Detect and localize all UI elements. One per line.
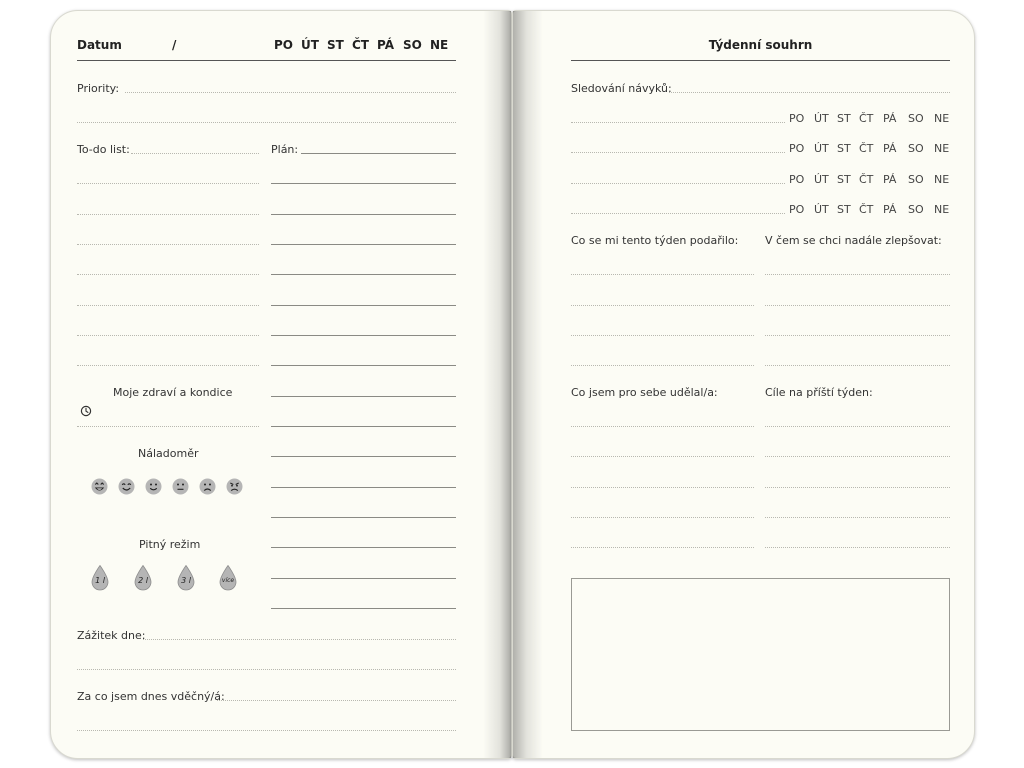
habit-days-row (789, 142, 949, 155)
plan-line[interactable] (271, 517, 456, 518)
plan-line[interactable] (271, 365, 456, 366)
plan-label: Plán: (271, 143, 299, 156)
habit-day-ut[interactable]: ÚT (814, 203, 829, 216)
goals-line[interactable] (765, 487, 950, 488)
right-page (512, 10, 975, 759)
gratitude-line[interactable] (77, 730, 456, 731)
plan-line[interactable] (271, 305, 456, 306)
self-care-line[interactable] (571, 426, 754, 427)
habit-day-ne[interactable]: NE (934, 112, 950, 125)
habit-day-po[interactable]: PO (789, 203, 805, 216)
habit-day-pa[interactable]: PÁ (883, 173, 897, 186)
todo-line[interactable] (77, 244, 259, 245)
water-drop-label: více (221, 577, 235, 584)
weekday-row (274, 38, 448, 52)
habit-day-ct[interactable]: ČT (859, 203, 874, 216)
habit-day-st[interactable]: ST (837, 203, 851, 216)
habit-day-pa[interactable]: PÁ (883, 142, 897, 155)
habit-day-st[interactable]: ST (837, 173, 851, 186)
plan-line[interactable] (271, 396, 456, 397)
gratitude-label: Za co jsem dnes vděčný/á: (77, 690, 225, 703)
goals-line[interactable] (765, 547, 950, 548)
sad-face-icon[interactable] (199, 478, 216, 495)
clock-icon (80, 405, 92, 417)
habit-day-ut[interactable]: ÚT (814, 112, 829, 125)
gratitude-line[interactable] (217, 700, 456, 701)
self-care-label: Co jsem pro sebe udělal/a: (571, 386, 718, 399)
plan-line[interactable] (271, 608, 456, 609)
habit-day-ut[interactable]: ÚT (814, 173, 829, 186)
plan-line[interactable] (271, 487, 456, 488)
habit-day-ct[interactable]: ČT (859, 112, 874, 125)
improve-line[interactable] (765, 365, 950, 366)
habit-day-so[interactable]: SO (908, 203, 924, 216)
success-line[interactable] (571, 305, 754, 306)
mood-label: Náladoměr (138, 447, 199, 460)
habit-line[interactable] (571, 183, 785, 184)
habit-day-so[interactable]: SO (908, 142, 924, 155)
spine-shadow-left (483, 11, 511, 758)
weekday-po[interactable]: PO (274, 38, 293, 52)
habit-day-st[interactable]: ST (837, 142, 851, 155)
water-label: Pitný režim (139, 538, 201, 551)
smiling-face-icon[interactable] (145, 478, 162, 495)
habit-day-ne[interactable]: NE (934, 142, 950, 155)
water-drop-label: 2 l (138, 576, 148, 585)
spine-shadow-right (513, 11, 543, 758)
priority-line[interactable] (77, 122, 456, 123)
habit-day-po[interactable]: PO (789, 142, 805, 155)
todo-line[interactable] (77, 183, 259, 184)
goals-line[interactable] (765, 426, 950, 427)
experience-line[interactable] (77, 669, 456, 670)
plan-line[interactable] (271, 578, 456, 579)
habit-line[interactable] (571, 213, 785, 214)
priority-line[interactable] (125, 92, 456, 93)
improve-line[interactable] (765, 335, 950, 336)
weekly-summary-title: Týdenní souhrn (708, 38, 813, 52)
self-care-line[interactable] (571, 487, 754, 488)
todo-line[interactable] (77, 305, 259, 306)
priority-label: Priority: (77, 82, 120, 95)
plan-line[interactable] (271, 547, 456, 548)
habit-day-so[interactable]: SO (908, 173, 924, 186)
habit-line[interactable] (571, 122, 785, 123)
date-separator: / (172, 38, 177, 52)
habit-line[interactable] (571, 152, 785, 153)
improve-line[interactable] (765, 274, 950, 275)
habit-days-row (789, 173, 949, 186)
weekday-ne[interactable]: NE (430, 38, 449, 52)
water-drop-more[interactable] (217, 564, 239, 592)
habit-day-ut[interactable]: ÚT (814, 142, 829, 155)
left-page (50, 10, 512, 759)
header-rule (77, 60, 456, 61)
todo-line[interactable] (131, 153, 259, 154)
habit-day-po[interactable]: PO (789, 173, 805, 186)
goals-label: Cíle na příští týden: (765, 386, 873, 399)
title-rule (571, 60, 950, 61)
habit-day-ct[interactable]: ČT (859, 173, 874, 186)
habit-day-po[interactable]: PO (789, 112, 805, 125)
water-drop-label: 1 l (95, 576, 105, 585)
habit-day-ct[interactable]: ČT (859, 142, 874, 155)
angry-face-icon[interactable] (226, 478, 243, 495)
habits-label: Sledování návyků: (571, 82, 672, 95)
todo-line[interactable] (77, 365, 259, 366)
todo-line[interactable] (77, 274, 259, 275)
plan-line[interactable] (271, 214, 456, 215)
weekday-ut[interactable]: ÚT (301, 38, 319, 52)
habit-day-ne[interactable]: NE (934, 173, 950, 186)
weekday-pa[interactable]: PÁ (377, 38, 394, 52)
weekday-st[interactable]: ST (327, 38, 344, 52)
habit-day-st[interactable]: ST (837, 112, 851, 125)
date-label: Datum (77, 38, 122, 52)
plan-line[interactable] (271, 274, 456, 275)
water-drop-1[interactable] (89, 564, 111, 592)
experience-line[interactable] (143, 639, 456, 640)
plan-line[interactable] (271, 335, 456, 336)
todo-label: To-do list: (77, 143, 130, 156)
plan-line[interactable] (271, 426, 456, 427)
happy-face-icon[interactable] (91, 478, 108, 495)
improve-label: V čem se chci nadále zlepšovat: (765, 234, 942, 247)
habit-day-ne[interactable]: NE (934, 203, 950, 216)
water-drop-3[interactable] (175, 564, 197, 592)
habits-line[interactable] (669, 92, 950, 93)
plan-line[interactable] (301, 153, 456, 154)
experience-label: Zážitek dne: (77, 629, 146, 642)
habit-day-so[interactable]: SO (908, 112, 924, 125)
habit-days-row (789, 112, 949, 125)
neutral-face-icon[interactable] (172, 478, 189, 495)
habit-days-row (789, 203, 949, 216)
todo-line[interactable] (77, 335, 259, 336)
water-drop-2[interactable] (132, 564, 154, 592)
goals-line[interactable] (765, 456, 950, 457)
grinning-face-icon[interactable] (118, 478, 135, 495)
self-care-line[interactable] (571, 456, 754, 457)
weekday-ct[interactable]: ČT (352, 38, 369, 52)
improve-line[interactable] (765, 305, 950, 306)
success-label: Co se mi tento týden podařilo: (571, 234, 739, 247)
goals-line[interactable] (765, 517, 950, 518)
plan-line[interactable] (271, 456, 456, 457)
plan-line[interactable] (271, 183, 456, 184)
plan-line[interactable] (271, 244, 456, 245)
success-line[interactable] (571, 335, 754, 336)
todo-line[interactable] (77, 214, 259, 215)
weekday-so[interactable]: SO (403, 38, 422, 52)
planner-spread (50, 10, 975, 759)
habit-day-pa[interactable]: PÁ (883, 112, 897, 125)
self-care-line[interactable] (571, 517, 754, 518)
notes-box[interactable] (571, 578, 950, 731)
success-line[interactable] (571, 274, 754, 275)
self-care-line[interactable] (571, 547, 754, 548)
habit-day-pa[interactable]: PÁ (883, 203, 897, 216)
success-line[interactable] (571, 365, 754, 366)
health-label: Moje zdraví a kondice (113, 386, 233, 399)
water-drop-label: 3 l (181, 576, 191, 585)
health-line[interactable] (77, 426, 259, 427)
